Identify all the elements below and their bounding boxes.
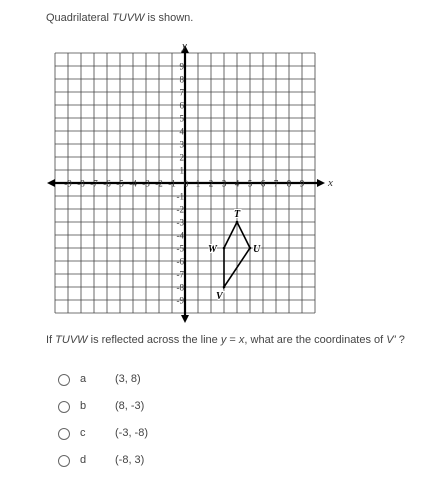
choice-d[interactable] (58, 454, 258, 472)
x-axis-arrow-left (47, 179, 55, 187)
choice-text: (-8, 3) (115, 454, 145, 466)
x-tick-label: -3 (142, 178, 150, 189)
y-tick-label: 2 (179, 152, 184, 163)
x-tick-label: 1 (195, 178, 201, 189)
choice-text: (-3, -8) (115, 427, 148, 439)
x-axis-label: x (328, 177, 333, 189)
y-tick-label: 3 (179, 139, 184, 150)
x-tick-label: -5 (116, 178, 124, 189)
x-tick-label: 6 (260, 178, 266, 189)
equation-y: y (220, 334, 227, 346)
vertex-point (223, 247, 226, 250)
y-tick-label: 1 (179, 165, 184, 176)
radio-button[interactable] (58, 455, 70, 467)
y-tick-label: 8 (179, 74, 184, 85)
choice-text: (3, 8) (115, 373, 141, 385)
y-tick-label: 7 (179, 87, 184, 98)
y-tick-label: -1 (176, 191, 184, 202)
question-point: V' (386, 334, 396, 346)
x-tick-label: -2 (155, 178, 163, 189)
coordinate-graph (50, 40, 332, 312)
question-part: ? (395, 334, 405, 346)
y-tick-label: -9 (176, 295, 184, 306)
radio-button[interactable] (58, 374, 70, 386)
choice-letter: b (80, 400, 87, 412)
vertex-label-v: V (216, 291, 223, 302)
question-shape: TUVW (55, 334, 88, 346)
x-tick-label: -8 (77, 178, 85, 189)
vertex-label-t: T (234, 209, 241, 220)
question-part: is reflected across the line (87, 334, 221, 346)
y-tick-label: -2 (176, 204, 184, 215)
prompt-suffix: is shown. (144, 12, 194, 24)
x-tick-label: 9 (299, 178, 305, 189)
prompt-text (46, 12, 193, 24)
choice-letter: a (80, 373, 87, 385)
equation-equals: = (226, 334, 239, 346)
vertex-label-w: W (208, 244, 217, 255)
x-tick-label: -9 (64, 178, 72, 189)
y-tick-label: 4 (179, 126, 184, 137)
question-text (46, 334, 405, 346)
choice-text: (8, -3) (115, 400, 145, 412)
x-tick-label: -1 (168, 178, 176, 189)
vertex-label-u: U (253, 244, 261, 255)
prompt-shape: TUVW (112, 12, 145, 24)
y-tick-label: -8 (176, 282, 184, 293)
choice-letter: c (80, 427, 86, 439)
y-tick-label: 5 (179, 113, 184, 124)
origin-label: 0 (183, 179, 189, 189)
y-axis-label: y (182, 40, 187, 52)
coordinate-plane (50, 40, 332, 312)
y-tick-label: 9 (179, 61, 184, 72)
x-tick-label: 8 (286, 178, 292, 189)
vertex-point (236, 221, 239, 224)
choice-a[interactable] (58, 373, 258, 391)
y-tick-label: -7 (176, 269, 184, 280)
y-tick-label: -3 (176, 217, 184, 228)
x-tick-label: -6 (103, 178, 111, 189)
x-tick-label: -4 (129, 178, 137, 189)
choice-c[interactable] (58, 427, 258, 445)
x-tick-label: 3 (221, 178, 227, 189)
question-part: If (46, 334, 56, 346)
y-tick-label: 6 (179, 100, 184, 111)
x-tick-label: 7 (273, 178, 279, 189)
y-tick-label: -4 (176, 230, 184, 241)
x-tick-label: 4 (234, 178, 240, 189)
vertex-point (223, 286, 226, 289)
radio-button[interactable] (58, 401, 70, 413)
x-tick-label: 5 (247, 178, 253, 189)
vertex-point (249, 247, 252, 250)
radio-button[interactable] (58, 428, 70, 440)
question-part: , what are the coordinates of (244, 334, 387, 346)
choice-b[interactable] (58, 400, 258, 418)
y-tick-label: -5 (176, 243, 184, 254)
equation-x: x (238, 334, 245, 346)
y-tick-label: -6 (176, 256, 184, 267)
y-axis-arrow-down (181, 315, 189, 323)
x-tick-label: -7 (90, 178, 98, 189)
x-tick-label: 2 (208, 178, 214, 189)
prompt-prefix: Quadrilateral (46, 12, 113, 24)
x-axis-arrow-right (317, 179, 325, 187)
choice-letter: d (80, 454, 87, 466)
